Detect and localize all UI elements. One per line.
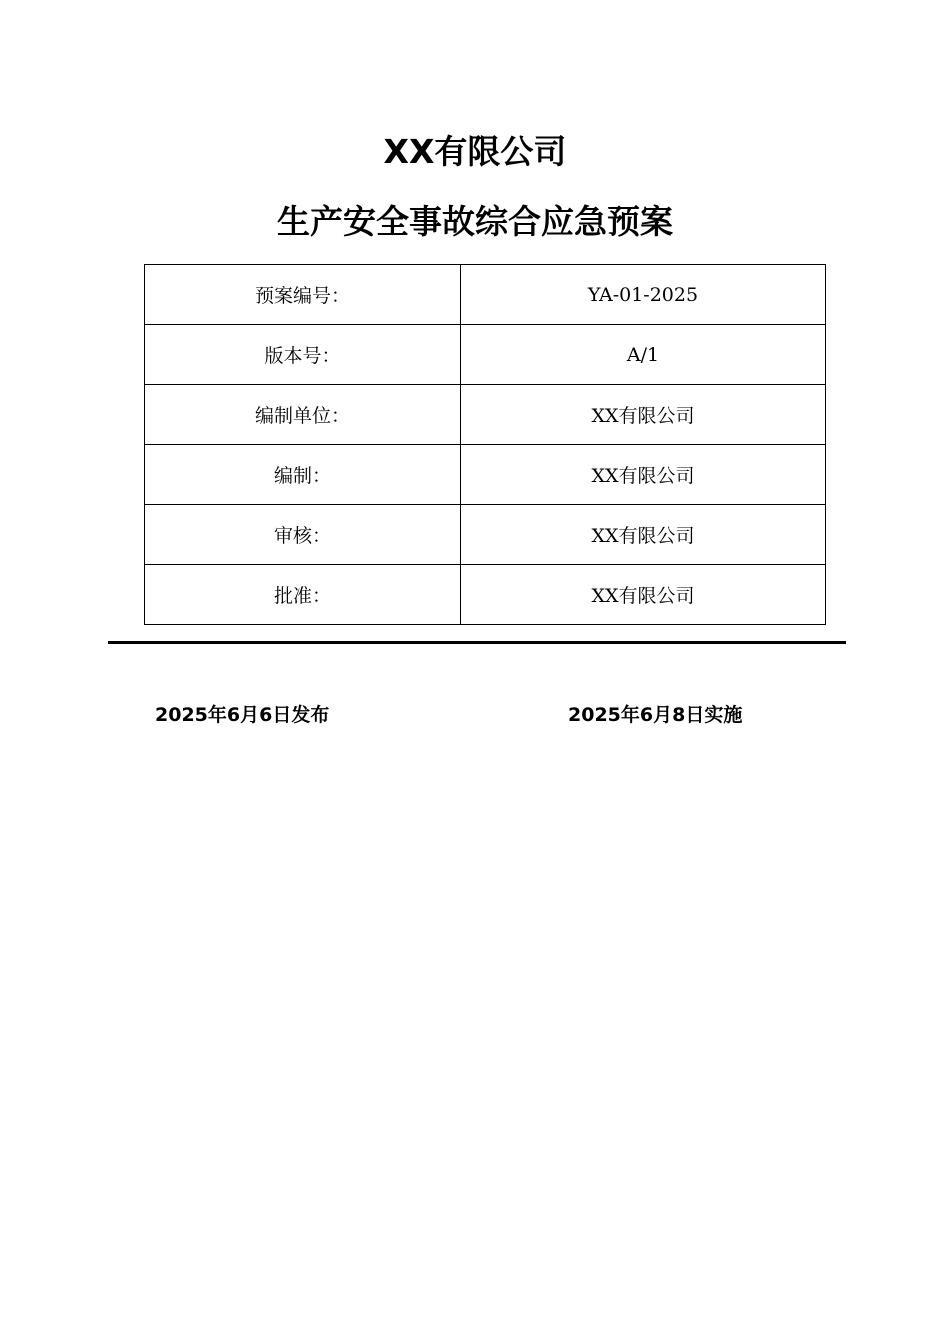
- compiling-unit-label: 编制单位：: [145, 385, 461, 445]
- effective-date: 2025年6月8日实施: [568, 704, 743, 726]
- table-row-approver: [145, 565, 826, 625]
- approver-label: 批准：: [145, 565, 461, 625]
- compiler-label: 编制：: [145, 445, 461, 505]
- version-label: 版本号：: [145, 325, 461, 385]
- horizontal-divider: [108, 641, 846, 644]
- table-row-plan-number: [145, 265, 826, 325]
- plan-number-value: YA-01-2025: [461, 265, 826, 325]
- document-title: 生产安全事故综合应急预案: [277, 202, 673, 241]
- reviewer-value: XX有限公司: [461, 505, 826, 565]
- table-row-compiling-unit: [145, 385, 826, 445]
- table-row-reviewer: [145, 505, 826, 565]
- table-row-compiler: [145, 445, 826, 505]
- document-info-table: [144, 264, 826, 625]
- version-value: A/1: [461, 325, 826, 385]
- company-name: XX有限公司: [383, 132, 567, 171]
- plan-number-label: 预案编号：: [145, 265, 461, 325]
- compiling-unit-value: XX有限公司: [461, 385, 826, 445]
- reviewer-label: 审核：: [145, 505, 461, 565]
- publish-date: 2025年6月6日发布: [155, 704, 330, 726]
- compiler-value: XX有限公司: [461, 445, 826, 505]
- approver-value: XX有限公司: [461, 565, 826, 625]
- table-row-version: [145, 325, 826, 385]
